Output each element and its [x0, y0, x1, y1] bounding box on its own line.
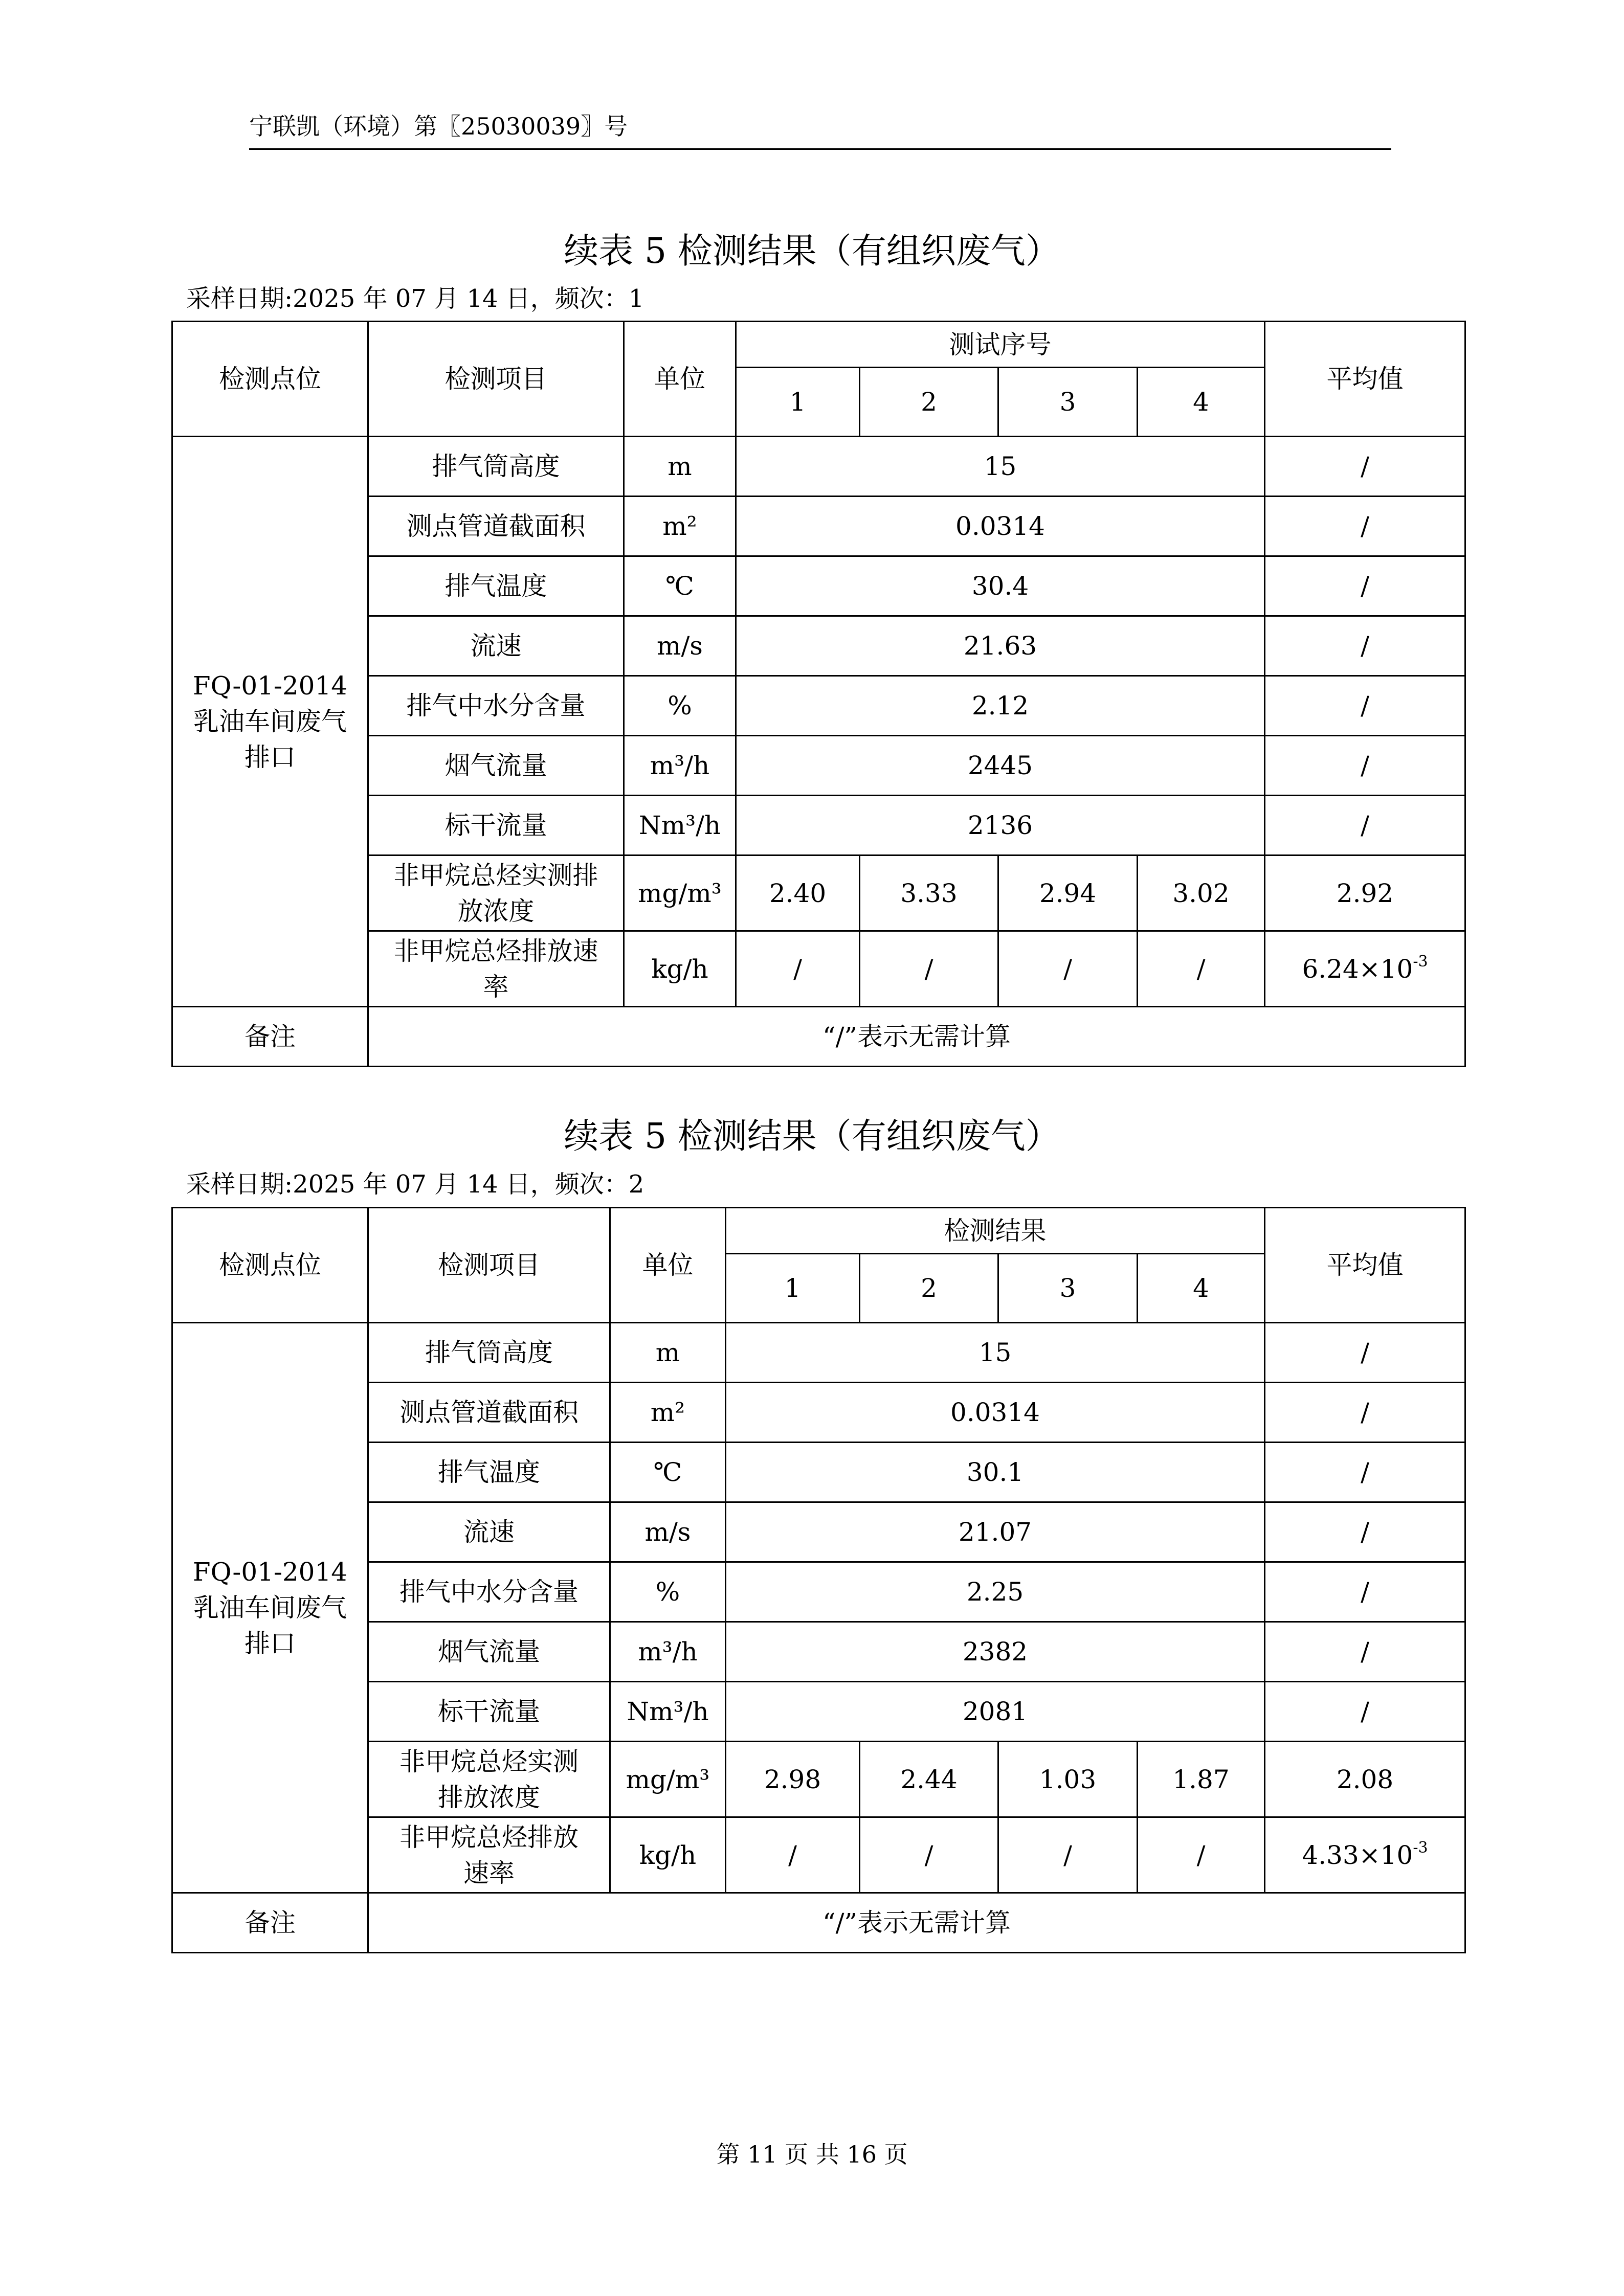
row-unit: kg/h — [610, 1817, 726, 1893]
sampling-location: FQ-01-2014 乳油车间废气排口 — [172, 437, 368, 1007]
row-item: 测点管道截面积 — [368, 1383, 610, 1443]
row-average: / — [1265, 1323, 1465, 1383]
row-value: 21.63 — [736, 616, 1265, 676]
row-unit: mg/m³ — [610, 1742, 726, 1817]
sampling-location: FQ-01-2014 乳油车间废气排口 — [172, 1323, 368, 1893]
header-point: 检测点位 — [172, 1208, 368, 1323]
sampling-info: 采样日期:2025 年 07 月 14 日，频次：2 — [186, 1170, 644, 1199]
table-title: 续表 5 检测结果（有组织废气） — [564, 231, 1060, 272]
row-unit: m — [610, 1323, 726, 1383]
row-average: / — [1265, 616, 1465, 676]
row-value-1: 2.98 — [726, 1742, 860, 1817]
row-unit: m/s — [610, 1502, 726, 1562]
header-item: 检测项目 — [368, 1208, 610, 1323]
row-item: 排气筒高度 — [368, 437, 624, 497]
average-mantissa: 6.24×10 — [1302, 954, 1413, 984]
row-value: 2081 — [726, 1682, 1265, 1742]
header-n4: 4 — [1138, 1254, 1265, 1323]
table-title: 续表 5 检测结果（有组织废气） — [564, 1116, 1060, 1157]
remark-label: 备注 — [172, 1007, 368, 1067]
row-unit: m — [624, 437, 736, 497]
average-exponent: -3 — [1413, 952, 1428, 971]
header-average: 平均值 — [1265, 322, 1465, 437]
table-row — [172, 1893, 1465, 1953]
row-unit: ℃ — [610, 1443, 726, 1502]
row-value-1: 2.40 — [736, 856, 860, 931]
row-item: 非甲烷总烃排放速率 — [368, 1817, 610, 1893]
row-average: / — [1265, 1443, 1465, 1502]
row-unit: Nm³/h — [624, 796, 736, 856]
page-number: 第 11 页 共 16 页 — [716, 2141, 908, 2168]
row-value-4: 3.02 — [1138, 856, 1265, 931]
row-value: 2136 — [736, 796, 1265, 856]
table-row — [172, 1323, 1465, 1383]
row-value: 30.4 — [736, 556, 1265, 616]
row-value: 2.12 — [736, 676, 1265, 736]
row-unit: mg/m³ — [624, 856, 736, 931]
row-item: 排气中水分含量 — [368, 1562, 610, 1622]
row-average: 2.92 — [1265, 856, 1465, 931]
header-n3: 3 — [998, 1254, 1138, 1323]
row-average: / — [1265, 556, 1465, 616]
row-item: 标干流量 — [368, 796, 624, 856]
row-value: 0.0314 — [736, 497, 1265, 556]
row-item: 流速 — [368, 616, 624, 676]
row-value-4: / — [1138, 1817, 1265, 1893]
header-n1: 1 — [736, 368, 860, 437]
row-item: 烟气流量 — [368, 736, 624, 796]
row-average: / — [1265, 796, 1465, 856]
row-unit: m² — [624, 497, 736, 556]
row-value: 15 — [736, 437, 1265, 497]
table-row — [172, 437, 1465, 497]
row-value: 2445 — [736, 736, 1265, 796]
row-value: 21.07 — [726, 1502, 1265, 1562]
row-item: 排气温度 — [368, 1443, 610, 1502]
result-table-2 — [171, 1207, 1466, 1953]
row-average: / — [1265, 1383, 1465, 1443]
header-n2: 2 — [860, 368, 998, 437]
row-unit: kg/h — [624, 931, 736, 1007]
header-unit: 单位 — [624, 322, 736, 437]
result-table-1 — [171, 321, 1466, 1067]
row-item: 测点管道截面积 — [368, 497, 624, 556]
header-group: 测试序号 — [736, 322, 1265, 368]
sampling-info: 采样日期:2025 年 07 月 14 日，频次：1 — [186, 284, 644, 313]
header-n2: 2 — [860, 1254, 998, 1323]
remark-text: “/”表示无需计算 — [368, 1893, 1465, 1953]
row-value-2: 3.33 — [860, 856, 998, 931]
header-n3: 3 — [998, 368, 1138, 437]
row-item: 排气筒高度 — [368, 1323, 610, 1383]
row-unit: m³/h — [624, 736, 736, 796]
header-point: 检测点位 — [172, 322, 368, 437]
row-value-3: 2.94 — [998, 856, 1138, 931]
row-item: 非甲烷总烃实测排放浓度 — [368, 1742, 610, 1817]
row-value: 2.25 — [726, 1562, 1265, 1622]
header-group: 检测结果 — [726, 1208, 1265, 1254]
row-value-4: / — [1138, 931, 1265, 1007]
row-value-3: 1.03 — [998, 1742, 1138, 1817]
row-value: 30.1 — [726, 1443, 1265, 1502]
header-n4: 4 — [1138, 368, 1265, 437]
row-item: 排气温度 — [368, 556, 624, 616]
header-rule — [249, 148, 1391, 150]
row-unit: m³/h — [610, 1622, 726, 1682]
row-value: 15 — [726, 1323, 1265, 1383]
header-unit: 单位 — [610, 1208, 726, 1323]
table-row — [172, 1007, 1465, 1067]
row-value-2: / — [860, 931, 998, 1007]
row-value-1: / — [736, 931, 860, 1007]
row-unit: Nm³/h — [610, 1682, 726, 1742]
row-average — [1265, 931, 1465, 1007]
row-average: / — [1265, 736, 1465, 796]
row-unit: ℃ — [624, 556, 736, 616]
row-average: / — [1265, 437, 1465, 497]
row-average: / — [1265, 1622, 1465, 1682]
row-value-3: / — [998, 1817, 1138, 1893]
row-value-4: 1.87 — [1138, 1742, 1265, 1817]
row-item: 排气中水分含量 — [368, 676, 624, 736]
row-item: 烟气流量 — [368, 1622, 610, 1682]
row-value-3: / — [998, 931, 1138, 1007]
row-value-1: / — [726, 1817, 860, 1893]
header-average: 平均值 — [1265, 1208, 1465, 1323]
row-item: 非甲烷总烃实测排放浓度 — [368, 856, 624, 931]
row-value: 2382 — [726, 1622, 1265, 1682]
row-average — [1265, 1817, 1465, 1893]
remark-text: “/”表示无需计算 — [368, 1007, 1465, 1067]
row-item: 标干流量 — [368, 1682, 610, 1742]
row-unit: m/s — [624, 616, 736, 676]
average-exponent: -3 — [1413, 1838, 1428, 1857]
header-item: 检测项目 — [368, 322, 624, 437]
row-average: / — [1265, 1562, 1465, 1622]
remark-label: 备注 — [172, 1893, 368, 1953]
row-average: 2.08 — [1265, 1742, 1465, 1817]
row-value: 0.0314 — [726, 1383, 1265, 1443]
row-item: 流速 — [368, 1502, 610, 1562]
row-unit: m² — [610, 1383, 726, 1443]
row-average: / — [1265, 1682, 1465, 1742]
average-mantissa: 4.33×10 — [1302, 1840, 1413, 1870]
row-value-2: / — [860, 1817, 998, 1893]
row-average: / — [1265, 676, 1465, 736]
row-value-2: 2.44 — [860, 1742, 998, 1817]
report-number: 宁联凯（环境）第〖25030039〗号 — [249, 112, 628, 140]
row-unit: % — [624, 676, 736, 736]
row-average: / — [1265, 1502, 1465, 1562]
row-average: / — [1265, 497, 1465, 556]
row-item: 非甲烷总烃排放速率 — [368, 931, 624, 1007]
row-unit: % — [610, 1562, 726, 1622]
header-n1: 1 — [726, 1254, 860, 1323]
